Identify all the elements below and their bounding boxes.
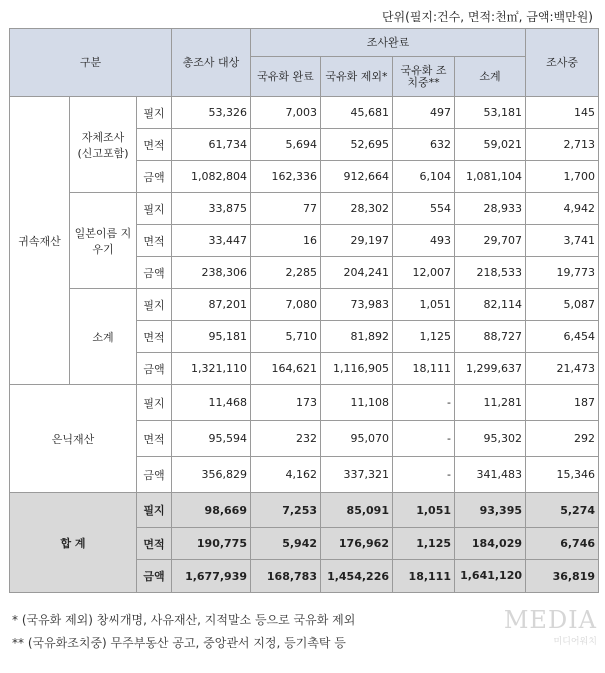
cell: 85,091: [321, 493, 393, 528]
kind-area: 면적: [137, 321, 172, 353]
cell: 18,111: [393, 560, 455, 593]
cell: 168,783: [251, 560, 321, 593]
header-total-target: 총조사 대상: [172, 29, 251, 97]
footnote-in-progress: ** (국유화조치중) 무주부동산 공고, 중앙관서 지정, 등기촉탁 등: [12, 636, 346, 650]
cell: 59,021: [455, 129, 526, 161]
cell: 184,029: [455, 528, 526, 560]
cell: 173: [251, 385, 321, 421]
header-subtotal: 소계: [455, 57, 526, 97]
cell: -: [393, 385, 455, 421]
cell: 2,713: [526, 129, 599, 161]
survey-table: [9, 28, 599, 593]
cell: 4,942: [526, 193, 599, 225]
cell: 81,892: [321, 321, 393, 353]
cell: 77: [251, 193, 321, 225]
kind-parcels: 필지: [137, 385, 172, 421]
header-nationalized: 국유화 완료: [251, 57, 321, 97]
cell: 162,336: [251, 161, 321, 193]
kind-area: 면적: [137, 528, 172, 560]
cell: 45,681: [321, 97, 393, 129]
sub-subtotal: 소계: [70, 289, 137, 385]
cell: 2,285: [251, 257, 321, 289]
kind-area: 면적: [137, 225, 172, 257]
cell: 7,253: [251, 493, 321, 528]
cell: 6,454: [526, 321, 599, 353]
cell: 1,125: [393, 528, 455, 560]
cell: 493: [393, 225, 455, 257]
sub-jp-name: 일본이름 지우기: [70, 193, 137, 289]
cell: -: [393, 421, 455, 457]
cell: 7,003: [251, 97, 321, 129]
sub-self-survey: 자체조사 (신고포함): [70, 97, 137, 193]
cell: 356,829: [172, 457, 251, 493]
cell: 1,641,120: [455, 560, 526, 593]
cell: 16: [251, 225, 321, 257]
cell: 93,395: [455, 493, 526, 528]
cell: 11,108: [321, 385, 393, 421]
cell: 497: [393, 97, 455, 129]
kind-parcels: 필지: [137, 289, 172, 321]
kind-area: 면적: [137, 129, 172, 161]
cell: 1,116,905: [321, 353, 393, 385]
cell: 190,775: [172, 528, 251, 560]
footnote-excluded: * (국유화 제외) 창씨개명, 사유재산, 지적말소 등으로 국유화 제외: [12, 613, 356, 627]
cell: 5,087: [526, 289, 599, 321]
cell: 95,594: [172, 421, 251, 457]
cell: 95,181: [172, 321, 251, 353]
header-category: 구분: [10, 29, 172, 97]
watermark-sub: 미디어워치: [553, 637, 597, 647]
cell: 5,710: [251, 321, 321, 353]
cell: 33,875: [172, 193, 251, 225]
cell: 29,707: [455, 225, 526, 257]
kind-amount: 금액: [137, 560, 172, 593]
cell: 6,746: [526, 528, 599, 560]
cell: 98,669: [172, 493, 251, 528]
cell: 18,111: [393, 353, 455, 385]
cell: 292: [526, 421, 599, 457]
cell: 232: [251, 421, 321, 457]
cell: 29,197: [321, 225, 393, 257]
cell: 1,082,804: [172, 161, 251, 193]
cell: 11,281: [455, 385, 526, 421]
cell: 1,051: [393, 493, 455, 528]
cell: 6,104: [393, 161, 455, 193]
cell: 632: [393, 129, 455, 161]
cell: 15,346: [526, 457, 599, 493]
cell: 145: [526, 97, 599, 129]
cell: 1,081,104: [455, 161, 526, 193]
cell: 33,447: [172, 225, 251, 257]
cell: 218,533: [455, 257, 526, 289]
cell: -: [393, 457, 455, 493]
cell: 912,664: [321, 161, 393, 193]
cell: 95,070: [321, 421, 393, 457]
cell: 95,302: [455, 421, 526, 457]
cell: 61,734: [172, 129, 251, 161]
kind-area: 면적: [137, 421, 172, 457]
cell: 87,201: [172, 289, 251, 321]
cell: 11,468: [172, 385, 251, 421]
cell: 238,306: [172, 257, 251, 289]
cell: 21,473: [526, 353, 599, 385]
cell: 5,942: [251, 528, 321, 560]
cell: 1,051: [393, 289, 455, 321]
group-vested: 귀속재산: [10, 97, 70, 385]
cell: 52,695: [321, 129, 393, 161]
cell: 176,962: [321, 528, 393, 560]
cell: 337,321: [321, 457, 393, 493]
cell: 5,274: [526, 493, 599, 528]
kind-parcels: 필지: [137, 97, 172, 129]
cell: 88,727: [455, 321, 526, 353]
cell: 82,114: [455, 289, 526, 321]
cell: 19,773: [526, 257, 599, 289]
cell: 1,700: [526, 161, 599, 193]
cell: 5,694: [251, 129, 321, 161]
cell: 1,677,939: [172, 560, 251, 593]
kind-amount: 금액: [137, 457, 172, 493]
cell: 204,241: [321, 257, 393, 289]
kind-parcels: 필지: [137, 193, 172, 225]
group-hidden: 은닉재산: [10, 385, 137, 493]
header-investigating: 조사중: [526, 29, 599, 97]
kind-amount: 금액: [137, 353, 172, 385]
cell: 1,299,637: [455, 353, 526, 385]
kind-amount: 금액: [137, 257, 172, 289]
cell: 1,321,110: [172, 353, 251, 385]
kind-amount: 금액: [137, 161, 172, 193]
cell: 53,326: [172, 97, 251, 129]
cell: 28,302: [321, 193, 393, 225]
cell: 1,454,226: [321, 560, 393, 593]
unit-note: 단위(필지:건수, 면적:천㎡, 금액:백만원): [381, 10, 593, 24]
cell: 3,741: [526, 225, 599, 257]
media-watermark: [504, 606, 597, 647]
cell: 7,080: [251, 289, 321, 321]
cell: 4,162: [251, 457, 321, 493]
cell: 36,819: [526, 560, 599, 593]
group-total: 합 계: [10, 493, 137, 593]
kind-parcels: 필지: [137, 493, 172, 528]
cell: 554: [393, 193, 455, 225]
cell: 28,933: [455, 193, 526, 225]
cell: 1,125: [393, 321, 455, 353]
header-excluded: 국유화 제외*: [321, 57, 393, 97]
cell: 12,007: [393, 257, 455, 289]
cell: 164,621: [251, 353, 321, 385]
cell: 53,181: [455, 97, 526, 129]
cell: 73,983: [321, 289, 393, 321]
cell: 341,483: [455, 457, 526, 493]
header-completed: 조사완료: [251, 29, 526, 57]
cell: 187: [526, 385, 599, 421]
header-in-progress: 국유화 조치중**: [393, 57, 455, 97]
watermark-main: MEDIA: [503, 606, 597, 634]
